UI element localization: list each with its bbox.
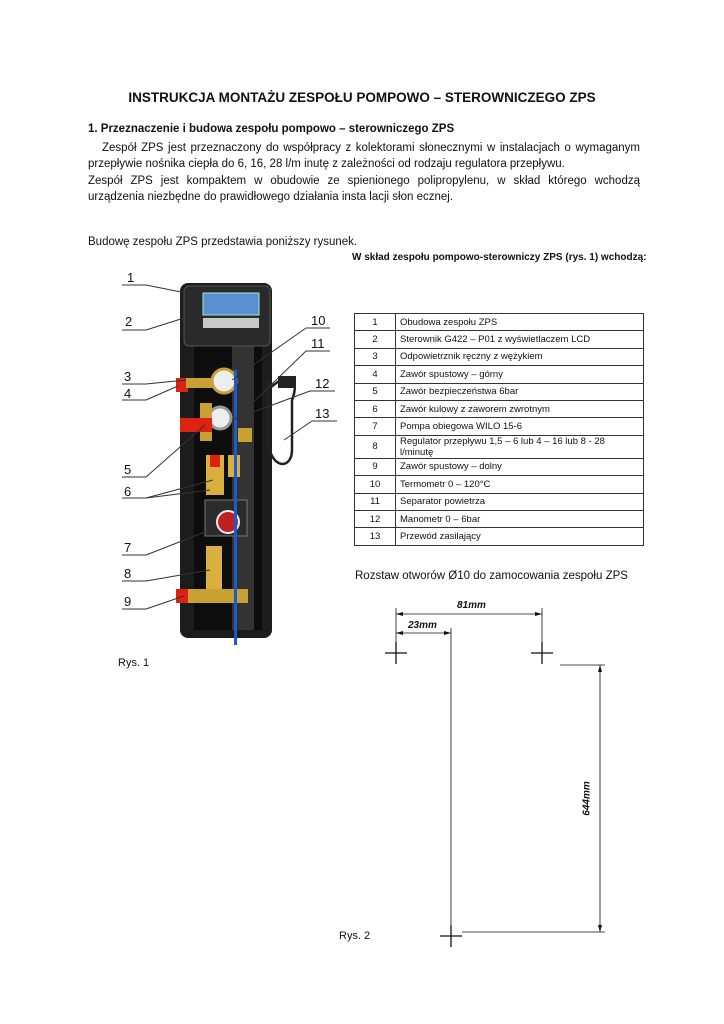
part-number: 11 [355,493,396,510]
part-name: Sterownik G422 – P01 z wyświetlaczem LCD [396,331,644,348]
part-name: Przewód zasilający [396,528,644,545]
figure1-caption: Rys. 1 [118,657,150,669]
callout-1: 1 [127,270,135,285]
part-number: 3 [355,348,396,365]
callout-13: 13 [315,406,330,421]
dimension-23mm: 23mm [408,620,437,631]
callout-5: 5 [124,462,132,477]
part-number: 12 [355,510,396,527]
intro-line: Budowę zespołu ZPS przedstawia poniższy rysunek. [88,236,358,248]
part-number: 1 [355,314,396,331]
parts-table-title: W skład zespołu pompowo-sterowniczy ZPS (rys. 1) wchodzą: [352,252,647,263]
part-name: Obudowa zespołu ZPS [396,314,644,331]
callout-6: 6 [124,484,132,499]
paragraph-construction: Zespół ZPS jest kompaktem w obudowie ze spienionego polipropylenu, w skład którego wchodzą urządzenia niezbędne do prawidłowego działania insta lacji słon ecznej. [88,175,640,203]
part-number: 13 [355,528,396,545]
part-number: 8 [355,435,396,458]
dimension-644mm: 644mm [581,781,593,816]
dimension-81mm: 81mm [457,600,486,611]
callout-10: 10 [311,313,326,328]
callout-3: 3 [124,369,132,384]
callout-8: 8 [124,566,132,581]
part-name: Separator powietrza [396,493,644,510]
part-number: 10 [355,476,396,493]
part-name: Termometr 0 – 120°C [396,476,644,493]
document-title: INSTRUKCJA MONTAŻU ZESPOŁU POMPOWO – STEROWNICZEGO ZPS [128,90,596,105]
part-number: 7 [355,418,396,435]
part-name: Zawór spustowy – dolny [396,458,644,475]
part-name: Odpowietrznik ręczny z wężykiem [396,348,644,365]
part-number: 5 [355,383,396,400]
part-name: Manometr 0 – 6bar [396,510,644,527]
part-name: Zawór bezpieczeństwa 6bar [396,383,644,400]
mounting-caption: Rozstaw otworów Ø10 do zamocowania zespołu ZPS [355,570,628,582]
paragraph-purpose: Zespół ZPS jest przeznaczony do współpracy z kolektorami słonecznymi w instalacjach o wymaganym przepływie nośnika ciepła do 6, 16, 28 l/m inutę z zależności od rodzaju regulatora przepływu. [88,142,640,170]
part-name: Zawór spustowy – górny [396,366,644,383]
callout-12: 12 [315,376,330,391]
part-number: 2 [355,331,396,348]
part-name: Zawór kulowy z zaworem zwrotnym [396,400,644,417]
part-number: 4 [355,366,396,383]
callout-4: 4 [124,386,132,401]
callout-11: 11 [311,336,325,351]
callout-9: 9 [124,594,132,609]
callout-7: 7 [124,540,132,555]
section-heading: 1. Przeznaczenie i budowa zespołu pompowo – sterowniczego ZPS [88,123,455,135]
part-number: 6 [355,400,396,417]
part-number: 9 [355,458,396,475]
callout-2: 2 [125,314,133,329]
figure2-caption: Rys. 2 [339,930,371,942]
part-name: Regulator przepływu 1,5 – 6 lub 4 – 16 lub 8 - 28 l/minutę [396,435,644,458]
part-name: Pompa obiegowa WILO 15-6 [396,418,644,435]
